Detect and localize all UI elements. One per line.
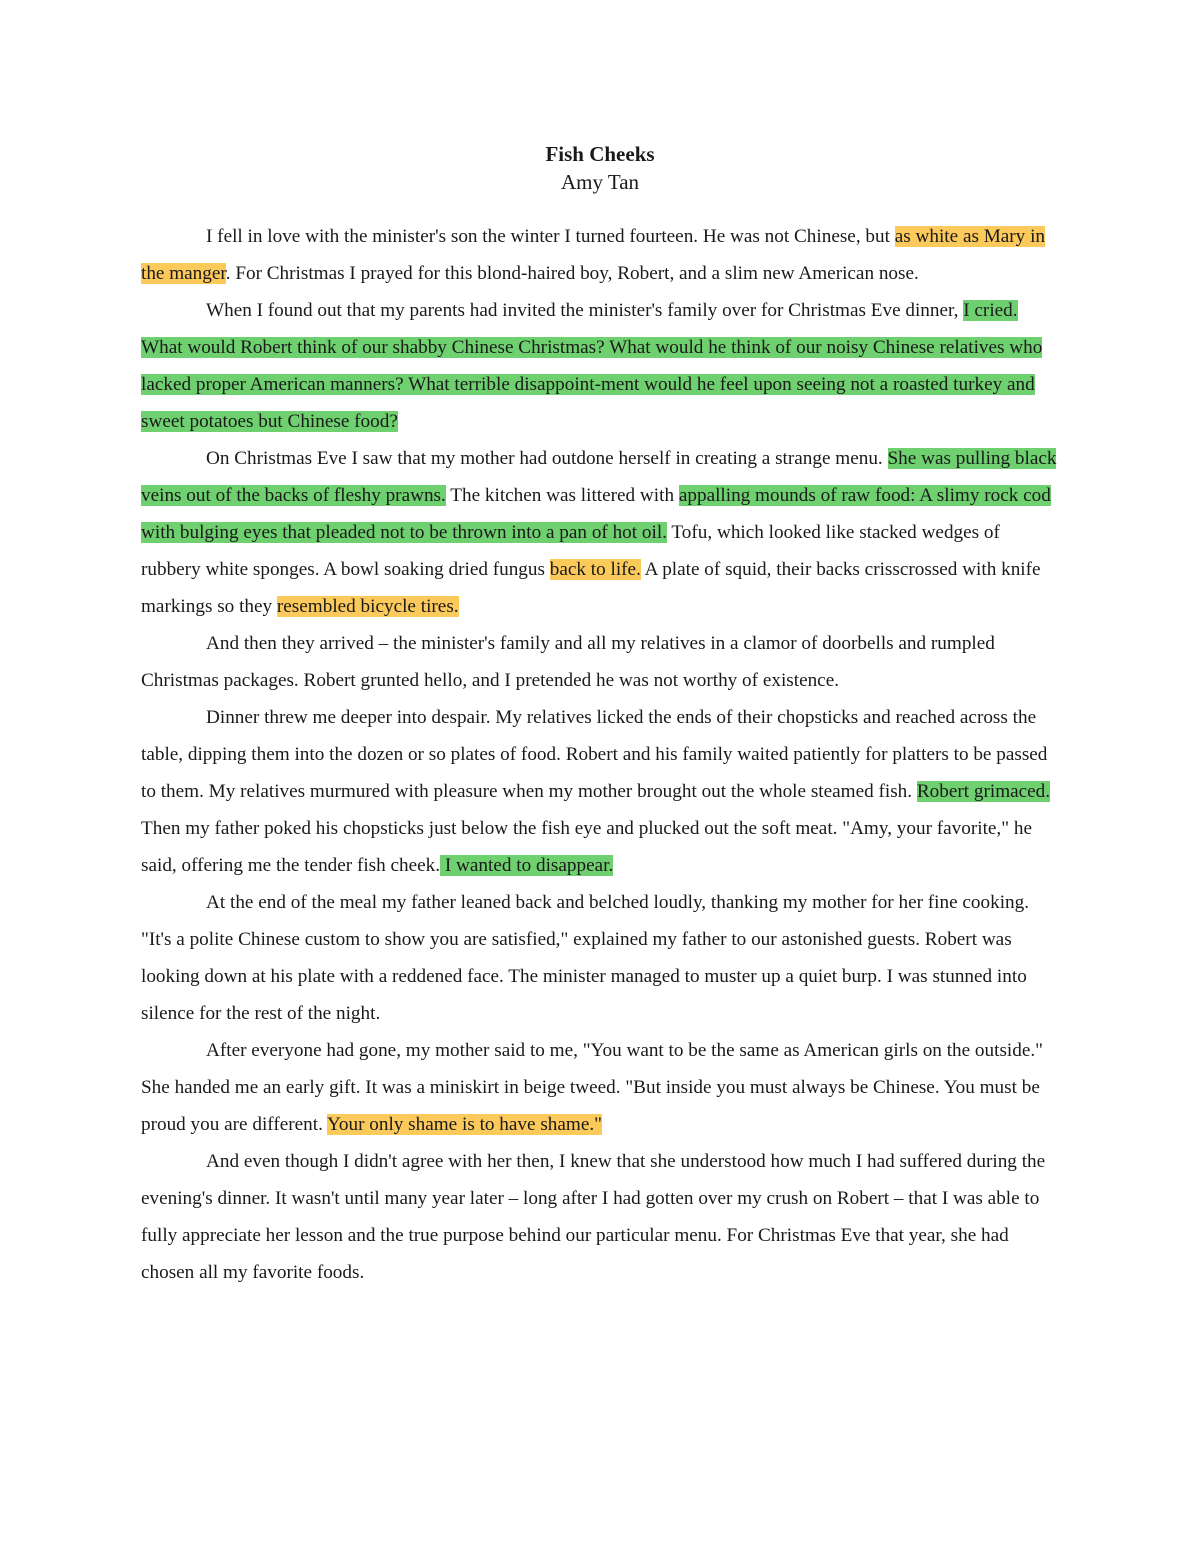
text-segment: A plate of squid, their backs crisscrossed with knife markings so they xyxy=(141,559,1041,617)
text-segment: At the end of the meal my father leaned back and belched loudly, thanking my mother for her fine cooking. "It's a polite Chinese custom to show you are satisfied," explained my father to our astonished guests. Robert was looking down at his plate with a reddened face. The minister managed to muster up a quiet burp. I was stunned into silence for the rest of the night. xyxy=(141,892,1030,1024)
paragraph xyxy=(141,1143,1061,1291)
paragraph xyxy=(141,440,1061,625)
highlighted-text-green: She was pulling black veins out of the backs of fleshy prawns. xyxy=(141,448,1057,506)
text-segment: And then they arrived – the minister's family and all my relatives in a clamor of doorbells and rumpled Christmas packages. Robert grunted hello, and I pretended he was not worthy of existence. xyxy=(141,633,995,691)
text-segment: . For Christmas I prayed for this blond-haired boy, Robert, and a slim new American nose. xyxy=(225,263,919,284)
paragraph xyxy=(141,699,1061,884)
document-title: Fish Cheeks xyxy=(545,142,655,166)
highlighted-text-green: Robert grimaced. xyxy=(916,781,1051,802)
text-segment: Tofu, which looked like stacked wedges of rubbery white sponges. A bowl soaking dried fungus xyxy=(141,522,1000,580)
text-segment: On Christmas Eve I saw that my mother had outdone herself in creating a strange menu. xyxy=(206,448,888,469)
paragraph xyxy=(141,884,1061,1032)
document-body xyxy=(141,218,1061,1291)
paragraph xyxy=(141,625,1061,699)
highlighted-text-orange: Your only shame is to have shame." xyxy=(326,1114,602,1135)
paragraph xyxy=(141,218,1061,292)
text-segment: Dinner threw me deeper into despair. My relatives licked the ends of their chopsticks and reached across the table, dipping them into the dozen or so plates of food. Robert and his family waited patiently for platters to be passed to them. My relatives murmured with pleasure when my mother brought out the whole steamed fish. xyxy=(141,707,1048,802)
text-segment: After everyone had gone, my mother said to me, "You want to be the same as American girls on the outside." She handed me an early gift. It was a miniskirt in beige tweed. "But inside you must always be Chinese. You must be proud you are different. xyxy=(141,1040,1043,1135)
highlighted-text-green: appalling mounds of raw food: A slimy rock cod with bulging eyes that pleaded not to be thrown into a pan of hot oil. xyxy=(141,485,1051,543)
highlighted-text-green: I cried. xyxy=(963,300,1018,321)
highlighted-text-orange: as white as Mary in the manger xyxy=(141,226,1046,284)
document-header xyxy=(0,140,1200,196)
highlighted-text-green: I wanted to disappear. xyxy=(440,855,614,876)
highlighted-text-orange: back to life. xyxy=(549,559,641,580)
document-author: Amy Tan xyxy=(560,170,640,194)
paragraph xyxy=(141,292,1061,440)
text-segment: Then my father poked his chopsticks just below the fish eye and plucked out the soft meat. "Amy, your favorite," he said, offering me the tender fish cheek. xyxy=(141,818,1032,876)
highlighted-text-orange: resembled bicycle tires. xyxy=(276,596,459,617)
text-segment: And even though I didn't agree with her then, I knew that she understood how much I had suffered during the evening's dinner. It wasn't until many year later – long after I had gotten over my crush on Robert – that I was able to fully appreciate her lesson and the true purpose behind our particular menu. For Christmas Eve that year, she had chosen all my favorite foods. xyxy=(141,1151,1046,1283)
text-segment: I fell in love with the minister's son the winter I turned fourteen. He was not Chinese, but xyxy=(206,226,895,247)
text-segment: When I found out that my parents had invited the minister's family over for Christmas Eve dinner, xyxy=(206,300,964,321)
paragraph xyxy=(141,1032,1061,1143)
text-segment: The kitchen was littered with xyxy=(445,485,679,506)
highlighted-text-green: What would Robert think of our shabby Chinese Christmas? What would he think of our noisy Chinese relatives who lacked proper American manners? What terrible disappoint-ment would he feel upon seeing not a roasted turkey and sweet potatoes but Chinese food? xyxy=(141,337,1043,432)
